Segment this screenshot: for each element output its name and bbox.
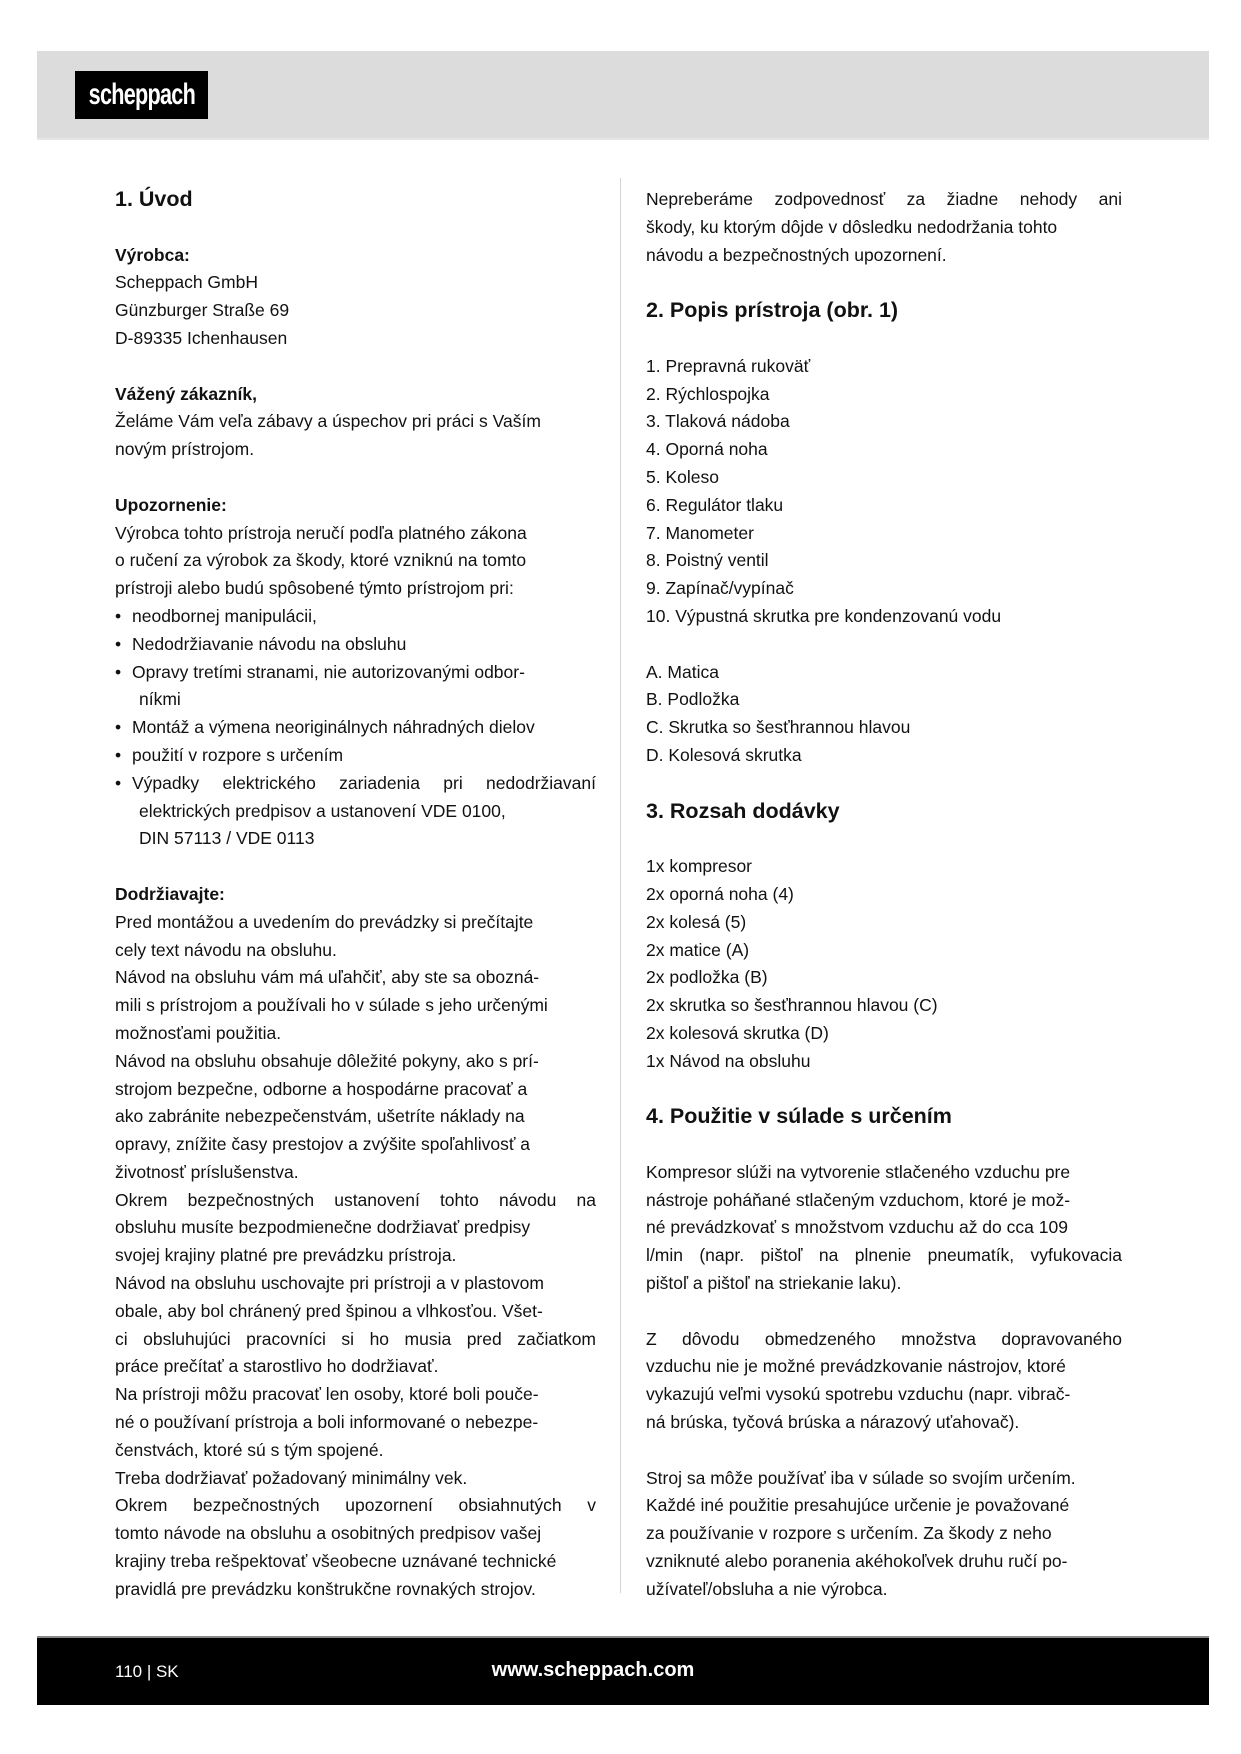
- page-footer: [37, 1636, 1209, 1705]
- spacer: [646, 325, 1122, 353]
- text-line: svojej krajiny platné pre prevádzku prístroja.: [115, 1245, 457, 1266]
- text-line: ná brúska, tyčová brúska a nárazový uťahovač).: [646, 1412, 1020, 1433]
- text-line: práce prečítať a starostlivo ho dodržiavať.: [115, 1356, 439, 1377]
- text-line: 2x matice (A): [646, 939, 750, 960]
- text-line: za používanie v rozpore s určením. Za škody z neho: [646, 1523, 1052, 1544]
- text-line: nástroje poháňané stlačeným vzduchom, ktoré je mož-: [646, 1189, 1071, 1210]
- subheading: Dodržiavajte:: [115, 883, 225, 904]
- right-column: [646, 186, 1122, 1604]
- spacer: [646, 825, 1122, 853]
- text-line: níkmi: [139, 689, 181, 710]
- section-heading: 3. Rozsah dodávky: [646, 798, 840, 823]
- text-line: obale, aby bol chránený pred špinou a vlhkosťou. Všet-: [115, 1300, 543, 1321]
- text-line: 2x podložka (B): [646, 967, 768, 988]
- text-line: 1x kompresor: [646, 856, 753, 877]
- text-line: Výrobca tohto prístroja neručí podľa platného zákona: [115, 522, 527, 543]
- text-line: opravy, znížite časy prestojov a zvýšite spoľahlivosť a: [115, 1134, 530, 1155]
- spacer: [115, 353, 596, 381]
- text-line: 2x kolesá (5): [646, 911, 747, 932]
- left-column: [115, 186, 596, 1604]
- text-line: 2x skrutka so šesťhrannou hlavou (C): [646, 995, 938, 1016]
- text-line: né prevádzkovať s množstvom vzduchu až do cca 109: [646, 1217, 1068, 1238]
- text-line: Želáme Vám veľa zábavy a úspechov pri práci s Vaším: [115, 411, 541, 432]
- text-line: A. Matica: [646, 661, 719, 682]
- text-line: 8. Poistný ventil: [646, 550, 769, 571]
- text-line: ako zabránite nebezpečenstvám, ušetríte náklady na: [115, 1106, 525, 1127]
- text-line: 5. Koleso: [646, 466, 719, 487]
- spacer: [646, 1298, 1122, 1326]
- text-line: Návod na obsluhu uschovajte pri prístroji a v plastovom: [115, 1273, 544, 1294]
- spacer: [646, 1437, 1122, 1465]
- text-line: pištoľ a pištoľ na striekanie laku).: [646, 1273, 902, 1294]
- spacer: [646, 1131, 1122, 1159]
- text-line: Návod na obsluhu vám má uľahčiť, aby ste sa obozná-: [115, 967, 540, 988]
- text-line: 3. Tlaková nádoba: [646, 411, 790, 432]
- text-line: Návod na obsluhu obsahuje dôležité pokyny, ako s prí-: [115, 1050, 539, 1071]
- section-heading: 4. Použitie v súlade s určením: [646, 1104, 952, 1129]
- text-line: Treba dodržiavať požadovaný minimálny vek.: [115, 1467, 468, 1488]
- text-line: tomto návode na obsluhu a osobitných predpisov vašej: [115, 1523, 542, 1544]
- text-line: elektrických predpisov a ustanovení VDE 0100,: [139, 800, 506, 821]
- text-line: 4. Oporná noha: [646, 439, 768, 460]
- text-line: pravidlá pre prevádzku konštrukčne rovnakých strojov.: [115, 1578, 536, 1599]
- text-line: vzduchu nie je možné prevádzkovanie nástrojov, ktoré: [646, 1356, 1066, 1377]
- text-line: B. Podložka: [646, 689, 740, 710]
- text-line: D-89335 Ichenhausen: [115, 327, 288, 348]
- text-line: Nepreberáme zodpovednosť za žiadne nehody ani: [646, 189, 1122, 209]
- spacer: [646, 770, 1122, 798]
- text-line: 2x oporná noha (4): [646, 883, 794, 904]
- subheading: Vážený zákazník,: [115, 383, 258, 404]
- bullet-item: • použití v rozpore s určením: [115, 742, 596, 770]
- text-line: D. Kolesová skrutka: [646, 744, 802, 765]
- bullet-item: • neodbornej manipulácii,: [115, 603, 596, 631]
- text-line: Kompresor slúži na vytvorenie stlačeného vzduchu pre: [646, 1161, 1071, 1182]
- text-line: obsluhu musíte bezpodmienečne dodržiavať predpisy: [115, 1217, 531, 1238]
- text-line: 1. Prepravná rukoväť: [646, 355, 811, 376]
- text-line: Scheppach GmbH: [115, 272, 258, 293]
- logo-text: scheppach: [88, 78, 195, 111]
- spacer: [115, 853, 596, 881]
- text-line: čenstvách, ktoré sú s tým spojené.: [115, 1439, 384, 1460]
- text-line: Každé iné použitie presahujúce určenie je považované: [646, 1495, 1070, 1516]
- text-line: škody, ku ktorým dôjde v dôsledku nedodržania tohto: [646, 216, 1058, 237]
- text-line: ci obsluhujúci pracovníci si ho musia pred začiatkom: [115, 1328, 596, 1349]
- spacer: [646, 1076, 1122, 1104]
- text-line: DIN 57113 / VDE 0113: [139, 828, 315, 849]
- section-heading: 2. Popis prístroja (obr. 1): [646, 298, 899, 323]
- website-url: www.scheppach.com: [491, 1659, 695, 1681]
- bullet-item: • Nedodržiavanie návodu na obsluhu: [115, 631, 596, 659]
- text-line: 1x Návod na obsluhu: [646, 1050, 811, 1071]
- text-line: 2x kolesová skrutka (D): [646, 1022, 829, 1043]
- spacer: [115, 214, 596, 242]
- bullet-item: • Výpadky elektrického zariadenia pri nedodržiavaní: [115, 770, 596, 798]
- text-line: l/min (napr. pištoľ na plnenie pneumatík, vyfukovacia: [646, 1245, 1122, 1266]
- text-line: novým prístrojom.: [115, 439, 255, 460]
- spacer: [646, 631, 1122, 659]
- text-line: vzniknuté alebo poranenia akéhokoľvek druhu ručí po-: [646, 1551, 1068, 1572]
- bullet-item: • Opravy tretími stranami, nie autorizovanými odbor-: [115, 659, 596, 687]
- column-divider: [620, 178, 621, 1593]
- text-line: cely text návodu na obsluhu.: [115, 939, 337, 960]
- subheading: Výrobca:: [115, 244, 190, 265]
- text-line: Okrem bezpečnostných ustanovení tohto návodu na: [115, 1189, 596, 1210]
- spacer: [646, 269, 1122, 297]
- text-line: krajiny treba rešpektovať všeobecne uznávané technické: [115, 1551, 557, 1572]
- text-line: návodu a bezpečnostných upozornení.: [646, 244, 947, 265]
- text-line: vykazujú veľmi vysokú spotrebu vzduchu (napr. vibrač-: [646, 1384, 1071, 1405]
- text-line: C. Skrutka so šesťhrannou hlavou: [646, 717, 911, 738]
- spacer: [115, 464, 596, 492]
- page-number: 110 | SK: [115, 1662, 179, 1681]
- subheading: Upozornenie:: [115, 494, 227, 515]
- text-line: 9. Zapínač/vypínač: [646, 578, 794, 599]
- text-line: strojom bezpečne, odborne a hospodárne pracovať a: [115, 1078, 528, 1099]
- text-line: Okrem bezpečnostných upozornení obsiahnutých v: [115, 1495, 596, 1516]
- text-line: mili s prístrojom a používali ho v súlade s jeho určenými: [115, 995, 548, 1016]
- text-line: 2. Rýchlospojka: [646, 383, 770, 404]
- text-line: 6. Regulátor tlaku: [646, 494, 784, 515]
- text-line: Na prístroji môžu pracovať len osoby, ktoré boli pouče-: [115, 1384, 539, 1405]
- text-line: 10. Výpustná skrutka pre kondenzovanú vodu: [646, 605, 1002, 626]
- bullet-item: • Montáž a výmena neoriginálnych náhradných dielov: [115, 714, 596, 742]
- text-line: možnosťami použitia.: [115, 1022, 282, 1043]
- section-heading: 1. Úvod: [115, 187, 193, 211]
- page-header: [37, 51, 1209, 140]
- text-line: Pred montážou a uvedením do prevádzky si prečítajte: [115, 911, 534, 932]
- text-line: prístroji alebo budú spôsobené týmto prístrojom pri:: [115, 578, 514, 599]
- text-line: užívateľ/obsluha a nie výrobca.: [646, 1578, 888, 1599]
- text-line: Günzburger Straße 69: [115, 300, 290, 321]
- scheppach-logo: [75, 71, 208, 119]
- text-line: Z dôvodu obmedzeného množstva dopravovaného: [646, 1328, 1122, 1349]
- text-line: 7. Manometer: [646, 522, 754, 543]
- text-line: o ručení za výrobok za škody, ktoré vzniknú na tomto: [115, 550, 527, 571]
- text-line: né o používaní prístroja a boli informované o nebezpe-: [115, 1412, 539, 1433]
- text-line: Stroj sa môže používať iba v súlade so svojím určením.: [646, 1467, 1076, 1488]
- text-line: životnosť príslušenstva.: [115, 1161, 299, 1182]
